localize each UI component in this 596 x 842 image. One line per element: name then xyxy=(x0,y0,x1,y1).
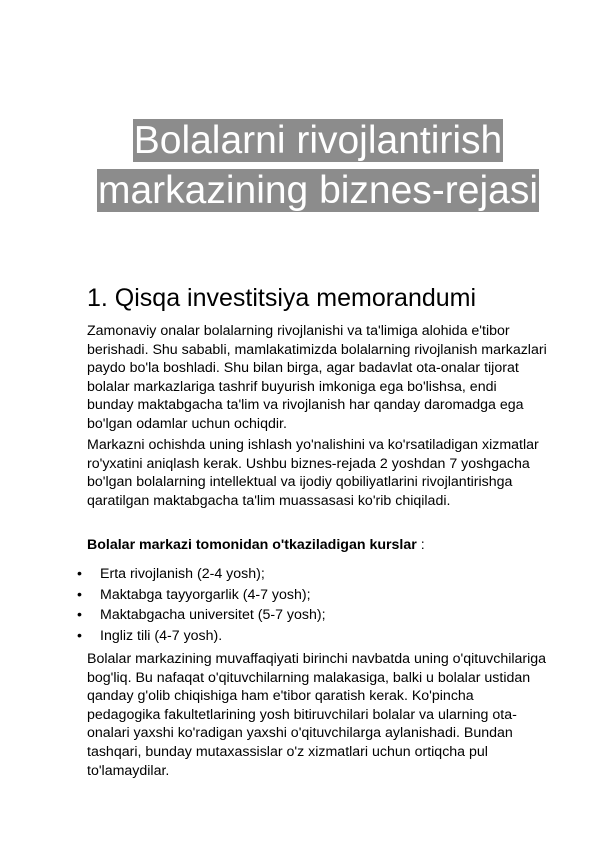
list-item: • Maktabga tayyorgarlik (4-7 yosh); xyxy=(87,586,547,605)
list-item: • Erta rivojlanish (2-4 yosh); xyxy=(87,565,547,584)
courses-intro xyxy=(87,536,547,555)
paragraph-plan: Markazni ochishda uning ishlash yo'nalishini va ko'rsatiladigan xizmatlar ro'yxatini aniqlash kerak. Ushbu biznes-rejada 2 yoshdan 7 yoshgacha bo'lgan bolalarning intellektual va ijodiy qobiliyatlarini rivojlantirishga qaratilgan maktabgacha ta'lim muassasasi ko'rib chiqiladi. xyxy=(87,437,539,509)
section-heading: 1. Qisqa investitsiya memorandumi xyxy=(87,284,477,312)
document-title-text: Bolalarni rivojlantirish markazining biznes-rejasi xyxy=(97,119,538,212)
courses-list xyxy=(87,565,547,647)
courses-intro-bold: Bolalar markazi tomonidan o'tkaziladigan kurslar xyxy=(87,537,417,553)
document-title xyxy=(60,116,576,216)
paragraph-teachers: Bolalar markazining muvaffaqiyati birinchi navbatda uning o'qituvchilariga bog'liq. Bu nafaqat o'qituvchilarning malakasiga, balki u bolalar ustidan qanday g'olib chiqishiga ham e'tibor qaratish kerak. Ko'pincha pedagogika fakultetlarining yosh bitiruvchilari bolalar va ularning ota-onalari yaxshi ko'radigan yaxshi o'qituvchilarga aylanishadi. Bundan tashqari, bunday mutaxassislar o'z xizmatlari uchun ortiqcha pul to'lamaydilar. xyxy=(87,651,547,779)
list-item: • Ingliz tili (4-7 yosh). xyxy=(87,627,547,646)
courses-intro-suffix: : xyxy=(416,537,425,553)
list-item: • Maktabgacha universitet (5-7 yosh); xyxy=(87,606,547,625)
paragraph-intro: Zamonaviy onalar bolalarning rivojlanishi va ta'limiga alohida e'tibor berishadi. Shu sababli, mamlakatimizda bolalarning rivojlanish markazlari paydo bo'la boshladi. Shu bilan birga, agar badavlat ota-onalar tijorat bolalar markazlariga tashrif buyurish imkoniga ega bo'lishsa, endi bunday maktabgacha ta'lim va rivojlanish har qanday daromadga ega bo'lgan odamlar uchun ochiqdir. xyxy=(87,323,547,432)
